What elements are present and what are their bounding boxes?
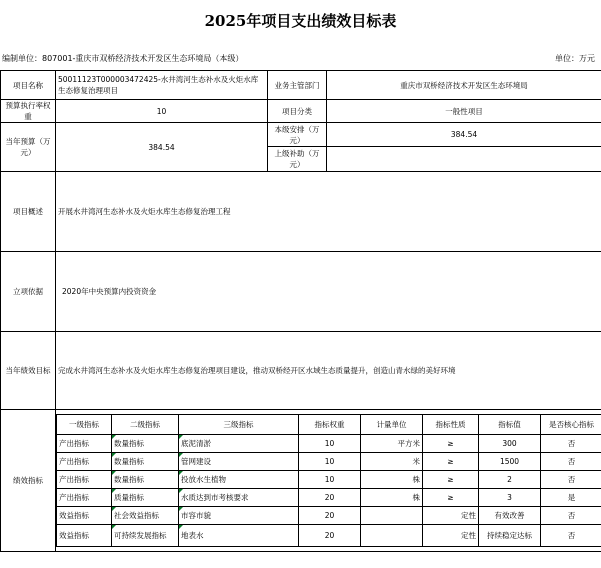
upper-subsidy-value bbox=[327, 147, 601, 172]
row-level2: 数量指标 bbox=[112, 471, 179, 489]
row-nature: ≥ bbox=[423, 435, 479, 453]
row-unit: 平方米 bbox=[361, 435, 423, 453]
row-weight: 20 bbox=[299, 507, 361, 525]
page-title: 2025年项目支出绩效目标表 bbox=[204, 12, 397, 30]
row-nature: 定性 bbox=[423, 525, 479, 547]
own-arrangement-label: 本级安排（万元） bbox=[268, 123, 327, 147]
row-level2: 数量指标 bbox=[112, 435, 179, 453]
own-arrangement-value: 384.54 bbox=[327, 123, 601, 147]
row-level1: 产出指标 bbox=[57, 471, 112, 489]
indicators-table bbox=[56, 414, 601, 547]
row-nature: ≥ bbox=[423, 471, 479, 489]
category-label: 项目分类 bbox=[268, 100, 327, 123]
row-level2: 质量指标 bbox=[112, 489, 179, 507]
row-level2: 数量指标 bbox=[112, 453, 179, 471]
row-weight: 20 bbox=[299, 525, 361, 547]
currency-unit: 单位：万元 bbox=[555, 54, 595, 63]
header-nature: 指标性质 bbox=[423, 415, 479, 435]
annual-goal-value: 完成水井湾河生态补水及火炬水库生态修复治理项目建设，推动双桥经开区水域生态质量提升，创造山青水绿的美好环境 bbox=[56, 332, 601, 410]
row-level1: 效益指标 bbox=[57, 525, 112, 547]
row-core: 否 bbox=[541, 435, 601, 453]
current-budget-value: 384.54 bbox=[56, 123, 268, 172]
row-value: 1500 bbox=[479, 453, 541, 471]
compiling-unit-label: 编制单位： bbox=[2, 54, 42, 63]
upper-subsidy-label: 上级补助（万元） bbox=[268, 147, 327, 172]
header-level2: 二级指标 bbox=[112, 415, 179, 435]
row-weight: 10 bbox=[299, 435, 361, 453]
header-weight: 指标权重 bbox=[299, 415, 361, 435]
row-weight: 10 bbox=[299, 453, 361, 471]
row-core: 是 bbox=[541, 489, 601, 507]
row-level1: 效益指标 bbox=[57, 507, 112, 525]
dept-label: 业务主管部门 bbox=[268, 71, 327, 100]
row-unit: 株 bbox=[361, 489, 423, 507]
table-row bbox=[57, 435, 601, 453]
row-unit: 米 bbox=[361, 453, 423, 471]
header-value: 指标值 bbox=[479, 415, 541, 435]
row-level3: 底泥清淤 bbox=[179, 435, 299, 453]
category-value: 一般性项目 bbox=[327, 100, 601, 123]
overview-label: 项目概述 bbox=[1, 172, 56, 252]
table-row bbox=[57, 471, 601, 489]
compiling-unit-value: 807001-重庆市双桥经济技术开发区生态环境局（本级） bbox=[42, 54, 244, 63]
row-unit: 株 bbox=[361, 471, 423, 489]
row-weight: 10 bbox=[299, 471, 361, 489]
header-level3: 三级指标 bbox=[179, 415, 299, 435]
row-unit bbox=[361, 525, 423, 547]
row-level3: 地表水 bbox=[179, 525, 299, 547]
table-row bbox=[57, 453, 601, 471]
row-core: 否 bbox=[541, 507, 601, 525]
project-name-label: 项目名称 bbox=[1, 71, 56, 100]
row-nature: ≥ bbox=[423, 489, 479, 507]
row-nature: 定性 bbox=[423, 507, 479, 525]
header-core: 是否核心指标 bbox=[541, 415, 601, 435]
budget-weight-value: 10 bbox=[56, 100, 268, 123]
indicators-label: 绩效指标 bbox=[1, 410, 56, 552]
row-nature: ≥ bbox=[423, 453, 479, 471]
row-level3: 投放水生植物 bbox=[179, 471, 299, 489]
row-weight: 20 bbox=[299, 489, 361, 507]
row-core: 否 bbox=[541, 525, 601, 547]
row-level1: 产出指标 bbox=[57, 489, 112, 507]
row-value: 有效改善 bbox=[479, 507, 541, 525]
row-unit bbox=[361, 507, 423, 525]
table-row bbox=[57, 507, 601, 525]
dept-value: 重庆市双桥经济技术开发区生态环境局 bbox=[327, 71, 601, 100]
row-value: 2 bbox=[479, 471, 541, 489]
row-core: 否 bbox=[541, 453, 601, 471]
table-row bbox=[57, 489, 601, 507]
compiling-unit bbox=[2, 51, 243, 67]
row-level2: 可持续发展指标 bbox=[112, 525, 179, 547]
row-level3: 市容市貌 bbox=[179, 507, 299, 525]
annual-goal-label: 当年绩效目标 bbox=[1, 332, 56, 410]
row-core: 否 bbox=[541, 471, 601, 489]
indicators-header-row bbox=[57, 415, 601, 435]
row-level1: 产出指标 bbox=[57, 453, 112, 471]
performance-table bbox=[0, 70, 601, 552]
row-level3: 水质达到市考核要求 bbox=[179, 489, 299, 507]
header-unit: 计量单位 bbox=[361, 415, 423, 435]
project-name-value: 50011123T000003472425-水井湾河生态补水及火炬水库生态修复治理项目 bbox=[56, 71, 268, 100]
indicators-cell bbox=[56, 410, 601, 552]
overview-value: 开展水井湾河生态补水及火炬水库生态修复治理工程 bbox=[56, 172, 601, 252]
basis-label: 立项依据 bbox=[1, 252, 56, 332]
budget-weight-label: 预算执行率权重 bbox=[1, 100, 56, 123]
row-level2: 社会效益指标 bbox=[112, 507, 179, 525]
table-row bbox=[57, 525, 601, 547]
row-level3: 管网建设 bbox=[179, 453, 299, 471]
row-level1: 产出指标 bbox=[57, 435, 112, 453]
current-budget-label: 当年预算（万元） bbox=[1, 123, 56, 172]
header-level1: 一级指标 bbox=[57, 415, 112, 435]
basis-value: 2020年中央预算内投资资金 bbox=[56, 252, 601, 332]
row-value: 3 bbox=[479, 489, 541, 507]
row-value: 300 bbox=[479, 435, 541, 453]
row-value: 持续稳定达标 bbox=[479, 525, 541, 547]
